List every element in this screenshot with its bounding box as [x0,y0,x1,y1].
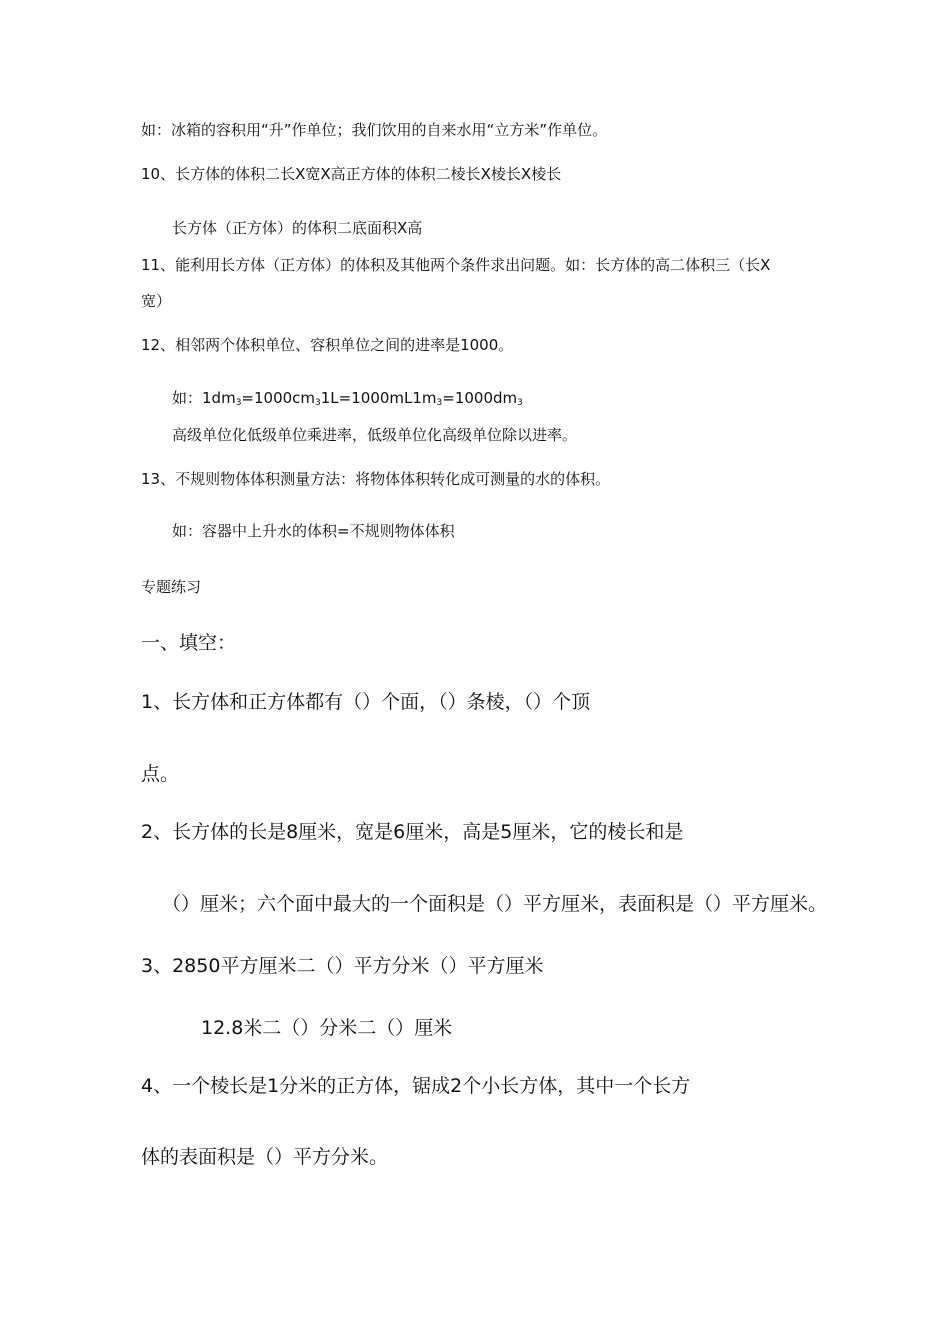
text-line-4: 11、能利用长方体（正方体）的体积及其他两个条件求出问题。如：长方体的高二体积三（长X [141,256,771,274]
unit-conversion-line [172,387,523,408]
text-line-5: 宽） [141,292,172,310]
question-3-cont: 12.8米二（）分米二（）厘米 [201,1017,453,1039]
superscript-3: 3 [315,398,321,408]
question-2: 2、长方体的长是8厘米，宽是6厘米，高是5厘米，它的棱长和是 [141,821,684,843]
unit-text: =1000cm [241,389,316,407]
superscript-3: 3 [436,398,443,408]
text-line-10: 如：容器中上升水的体积=不规则物体体积 [172,522,455,540]
question-2-cont: （）厘米；六个面中最大的一个面积是（）平方厘米，表面积是（）平方厘米。 [162,893,828,915]
unit-text: 1L=1000mL1m [320,389,437,407]
question-heading: 一、填空： [141,632,237,654]
text-line-8: 高级单位化低级单位乘进率，低级单位化高级单位除以进率。 [172,426,578,444]
text-line-1: 如：冰箱的容积用“升”作单位；我们饮用的自来水用“立方米”作单位。 [141,121,608,139]
question-3: 3、2850平方厘米二（）平方分米（）平方厘米 [141,955,544,977]
text-line-3: 长方体（正方体）的体积二底面积X高 [172,219,423,237]
unit-text: =1000dm [442,389,518,407]
superscript-3: 3 [517,398,523,408]
text-line-2: 10、长方体的体积二长X宽X高正方体的体积二棱长X棱长X棱长 [141,165,562,183]
unit-text: 如：1dm [172,389,236,407]
question-4-cont: 体的表面积是（）平方分米。 [141,1146,389,1168]
text-line-6: 12、相邻两个体积单位、容积单位之间的进率是1000。 [141,336,514,354]
superscript-3: 3 [235,398,242,408]
question-1-cont: 点。 [141,763,180,785]
section-title: 专题练习 [141,578,202,596]
question-1: 1、长方体和正方体都有（）个面，（）条棱，（）个顶 [141,691,591,713]
text-line-9: 13、不规则物体体积测量方法：将物体体积转化成可测量的水的体积。 [141,470,611,488]
question-4: 4、一个棱长是1分米的正方体，锯成2个小长方体，其中一个长方 [141,1075,691,1097]
